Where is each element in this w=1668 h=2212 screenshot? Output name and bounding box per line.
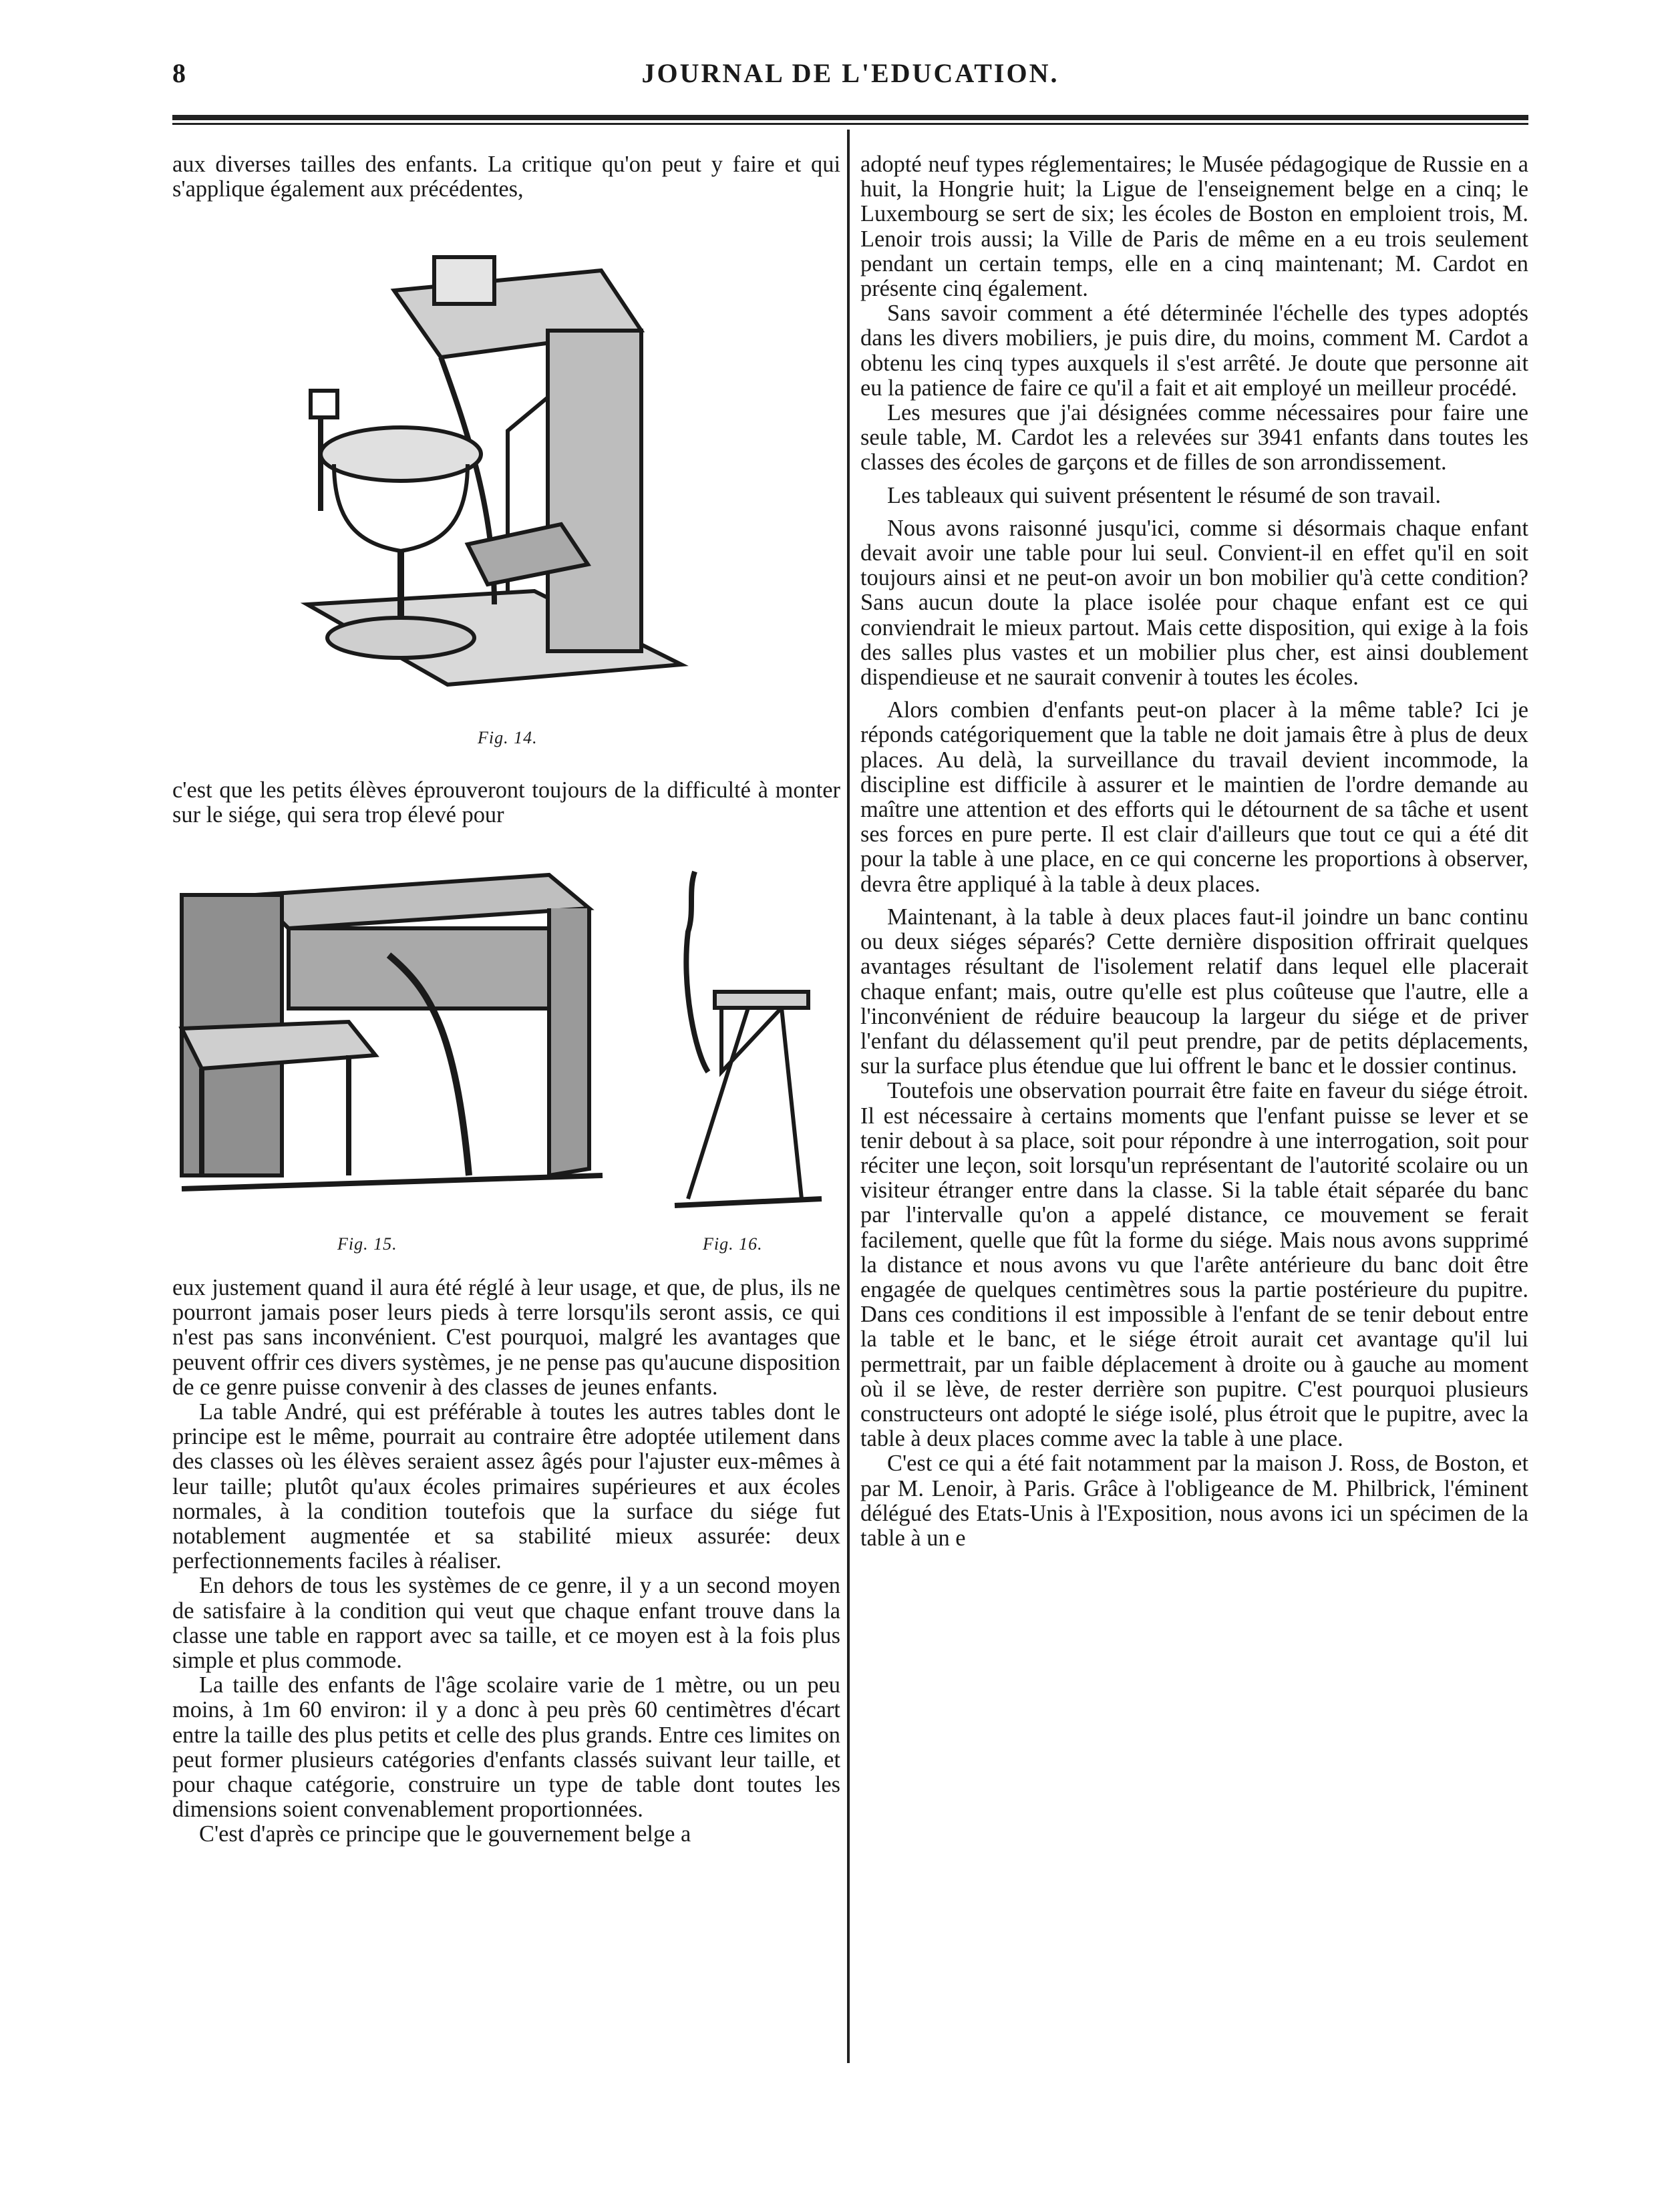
header-rule bbox=[172, 115, 1528, 120]
paragraph: Les mesures que j'ai désignées comme nécessaires pour faire une seule table, M. Cardot les a relevées sur 3941 enfants dans toutes les classes des écoles de garçons et de filles de son arrondissement. bbox=[860, 400, 1528, 476]
journal-title: JOURNAL DE L'EDUCATION. bbox=[641, 58, 1059, 88]
paragraph: C'est ce qui a été fait notamment par la maison J. Ross, de Boston, et par M. Lenoir, à Paris. Grâce à l'obligeance de M. Philbrick, l'éminent délégué des Etats-Unis à l'Exposition, nous avons ici un spécimen de la table à un e bbox=[860, 1451, 1528, 1551]
header-rule-thin bbox=[172, 123, 1528, 125]
paragraph: aux diverses tailles des enfants. La critique qu'on peut y faire et qui s'applique également aux précédentes, bbox=[172, 152, 840, 202]
paragraph: Nous avons raisonné jusqu'ici, comme si désormais chaque enfant devait avoir une table pour lui seul. Convient-il en effet qu'il en soit toujours ainsi et ne peut-on avoir un bon mobilier qu'à cette condition? Sans aucun doute la place isolée pour chaque enfant est ce qui conviendrait le mieux partout. Mais cette disposition, qui exige à la fois des salles plus vastes et un mobilier plus cher, est ainsi doublement dispendieuse et ne saurait convenir à toutes les écoles. bbox=[860, 515, 1528, 691]
paragraph: Maintenant, à la table à deux places faut-il joindre un banc continu ou deux siéges séparés? Cette dernière disposition offrirait quelques avantages résultant de l'isolement relatif dans lequel elle placerait chaque enfant; mais, outre qu'elle est plus coûteuse que l'autre, elle a l'inconvénient de réduire beaucoup la largeur du siége et de priver l'enfant du délassement qu'il peut prendre, par de petits déplacements, sur la surface plus étendue que lui offrent le banc et le dossier continus. bbox=[860, 904, 1528, 1079]
paragraph: En dehors de tous les systèmes de ce genre, il y a un second moyen de satisfaire à la condition qui veut que chaque enfant trouve dans la classe une table en rapport avec sa taille, et ce moyen est à la fois plus simple et plus commode. bbox=[172, 1573, 840, 1674]
column-divider bbox=[847, 130, 850, 2063]
paragraph: eux justement quand il aura été réglé à leur usage, et que, de plus, ils ne pourront jamais poser leurs pieds à terre lorsqu'ils seront assis, ce qui n'est pas sans inconvénient. C'est pourquoi, malgré les avantages que peuvent offrir ces divers systèmes, je ne pense pas qu'aucune disposition de ce genre puisse convenir à des classes de jeunes enfants. bbox=[172, 1275, 840, 1400]
figure-16-caption: Fig. 16. bbox=[703, 1234, 763, 1254]
figure-15-caption: Fig. 15. bbox=[337, 1234, 397, 1254]
figure-16-chair-illustration bbox=[668, 852, 835, 1226]
paragraph: Toutefois une observation pourrait être faite en faveur du siége étroit. Il est nécessaire à certains moments que l'enfant puisse se lever et se tenir debout à sa place, soit pour répondre à une interrogation, soit pour réciter une leçon, soit lorsqu'un représentant de l'autorité scolaire ou un visiteur étranger entre dans la classe. Si la table était séparée du banc par l'intervalle qu'on a appelé distance, ce mouvement se ferait facilement, quelle que fût la forme du siége. Mais nous avons supprimé la distance et nous avons vu que l'arête antérieure du banc doit être engagée de quelques centimètres sous la partie postérieure du pupitre. Dans ces conditions il est impossible à l'enfant de se tenir debout entre la table et le banc, et le siége étroit aurait cet avantage qu'il lui permettrait, par un faible déplacement à droite ou à gauche au moment où il se lève, de rester derrière son pupitre. C'est pourquoi plusieurs constructeurs ont adopté le siége isolé, plus étroit que le pupitre, avec la table à deux places comme avec la table à une place. bbox=[860, 1078, 1528, 1452]
paragraph: C'est d'après ce principe que le gouvernement belge a bbox=[199, 1821, 691, 1847]
paragraph: Les tableaux qui suivent présentent le résumé de son travail. bbox=[887, 482, 1441, 508]
figure-15-bench-desk-illustration bbox=[175, 855, 643, 1222]
left-column-top bbox=[172, 152, 840, 202]
paragraph: La taille des enfants de l'âge scolaire varie de 1 mètre, ou un peu moins, à 1m 60 environ: il y a donc à peu près 60 centimètres d'écart entre la taille des plus petits et celle des plus grands. Entre ces limites on peut former plusieurs catégories d'enfants classés suivant leur taille, et pour chaque catégorie, construire un type de table dont toutes les dimensions soient convenablement proportionnées. bbox=[172, 1672, 840, 1823]
left-column-bottom bbox=[172, 1276, 840, 1847]
left-column-mid bbox=[172, 778, 840, 827]
page-number: 8 bbox=[172, 58, 186, 88]
figure-14-caption: Fig. 14. bbox=[478, 728, 538, 747]
page-header bbox=[172, 57, 1528, 98]
right-column bbox=[860, 152, 1528, 1551]
paragraph: adopté neuf types réglementaires; le Musée pédagogique de Russie en a huit, la Hongrie huit; la Ligue de l'enseignement belge en a cinq; le Luxembourg se sert de six; les écoles de Boston en emploient trois, M. Lenoir trois aussi; la Ville de Paris de même en a eu trois seulement pendant un certain temps, elle en a cinq maintenant; M. Cardot en présente cinq également. bbox=[860, 152, 1528, 302]
paragraph: c'est que les petits élèves éprouveront toujours de la difficulté à monter sur le siége, qui sera trop élevé pour bbox=[172, 777, 840, 828]
paragraph: La table André, qui est préférable à toutes les autres tables dont le principe est le même, pourrait au contraire être adoptée utilement dans des classes où les élèves seraient assez âgés pour l'ajuster eux-mêmes à leur taille; plutôt qu'aux écoles primaires supérieures et aux écoles normales, à la condition toutefois que la surface du siége fut notablement augmentée et sa stabilité mieux assurée: deux perfectionnements faciles à réaliser. bbox=[172, 1399, 840, 1574]
figure-14-desk-illustration bbox=[294, 230, 695, 711]
paragraph: Alors combien d'enfants peut-on placer à la même table? Ici je réponds catégoriquement que la table ne doit jamais être à plus de deux places. Au delà, la surveillance du travail devient incommode, la discipline est difficile à assurer et le maintien de l'ordre demande au maître une attention et des efforts qui le détournent de sa tâche et usent ses forces en pure perte. Il est clair d'ailleurs que tout ce qui a été dit pour la table à une place, en ce qui concerne les proportions à observer, devra être appliqué à la table à deux places. bbox=[860, 697, 1528, 897]
paragraph: Sans savoir comment a été déterminée l'échelle des types adoptés dans les divers mobiliers, je puis dire, du moins, comment M. Cardot a obtenu les cinq types auxquels il s'est arrêté. Je doute que personne ait eu la patience de faire ce qu'il a fait et ait employé un meilleur procédé. bbox=[860, 301, 1528, 401]
